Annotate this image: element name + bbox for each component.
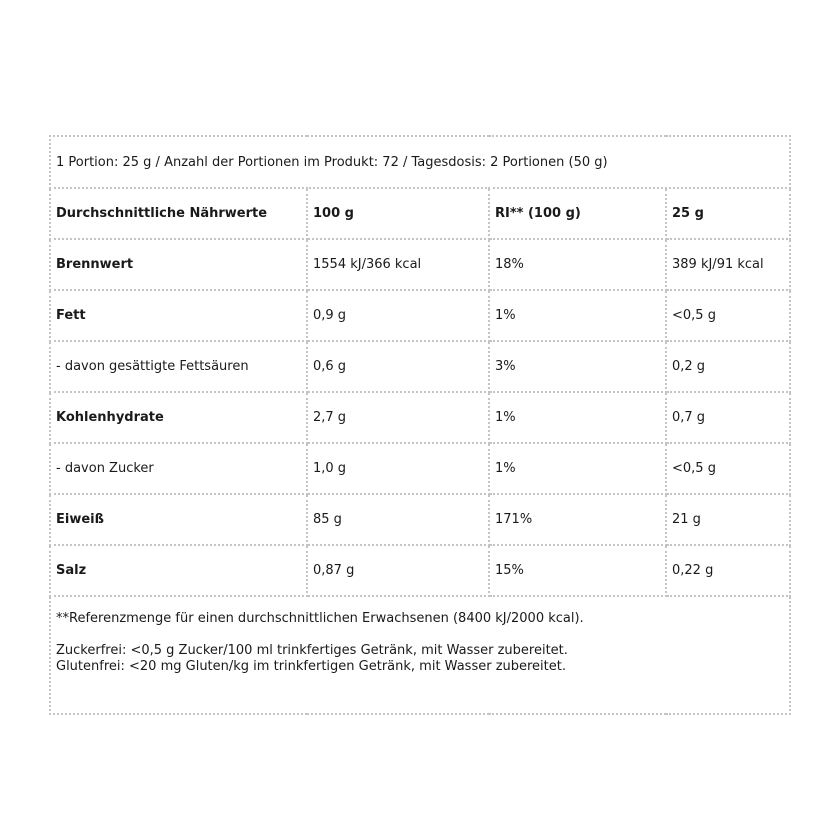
nutrient-name: Eiweiß [50,494,307,545]
nutrient-name: Kohlenhydrate [50,392,307,443]
footnote-sugar-free: Zuckerfrei: <0,5 g Zucker/100 ml trinkfertiges Getränk, mit Wasser zubereitet. [56,643,568,658]
value-per-25g: 21 g [666,494,790,545]
footnote-spacer [56,627,789,643]
value-per-25g: 0,2 g [666,341,790,392]
value-per-100g: 85 g [307,494,489,545]
nutrient-name: Salz [50,545,307,596]
value-ri: 18% [489,239,666,290]
value-per-100g: 0,6 g [307,341,489,392]
value-per-25g: 389 kJ/91 kcal [666,239,790,290]
footnote-reference: **Referenzmenge für einen durchschnittlichen Erwachsenen (8400 kJ/2000 kcal). [56,611,584,626]
table-header-row [50,188,790,239]
nutrient-name: - davon Zucker [50,443,307,494]
value-per-25g: <0,5 g [666,443,790,494]
portion-info-row [50,136,790,188]
footnotes-row [50,596,790,714]
table-row [50,392,790,443]
nutrient-name: Fett [50,290,307,341]
value-per-25g: <0,5 g [666,290,790,341]
value-per-100g: 2,7 g [307,392,489,443]
value-ri: 1% [489,443,666,494]
value-per-100g: 1554 kJ/366 kcal [307,239,489,290]
value-per-100g: 0,87 g [307,545,489,596]
table-row [50,443,790,494]
value-per-25g: 0,22 g [666,545,790,596]
value-ri: 1% [489,392,666,443]
nutrient-name: - davon gesättigte Fettsäuren [50,341,307,392]
value-per-100g: 0,9 g [307,290,489,341]
value-ri: 3% [489,341,666,392]
table-row [50,494,790,545]
footnote-gluten-free: Glutenfrei: <20 mg Gluten/kg im trinkfertigen Getränk, mit Wasser zubereitet. [56,659,566,674]
header-per-100g: 100 g [307,188,489,239]
table-row [50,290,790,341]
value-ri: 1% [489,290,666,341]
table-row [50,545,790,596]
footnotes [50,596,790,714]
header-nutrient: Durchschnittliche Nährwerte [50,188,307,239]
table-row [50,239,790,290]
value-ri: 171% [489,494,666,545]
value-ri: 15% [489,545,666,596]
value-per-100g: 1,0 g [307,443,489,494]
header-per-25g: 25 g [666,188,790,239]
portion-info: 1 Portion: 25 g / Anzahl der Portionen im Produkt: 72 / Tagesdosis: 2 Portionen (50 g) [50,136,790,188]
value-per-25g: 0,7 g [666,392,790,443]
header-ri: RI** (100 g) [489,188,666,239]
nutrition-table [49,135,791,715]
nutrient-name: Brennwert [50,239,307,290]
table-row [50,341,790,392]
